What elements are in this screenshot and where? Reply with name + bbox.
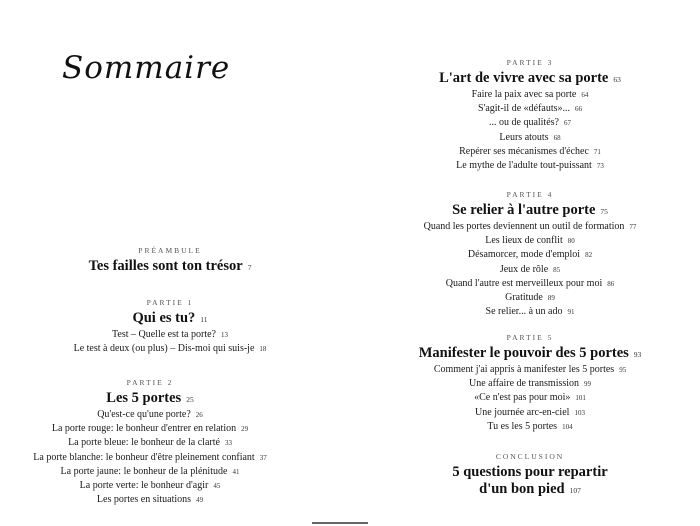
- toc-entry[interactable]: Gratitude 89: [505, 292, 555, 304]
- section-heading[interactable]: L'art de vivre avec sa porte 63: [439, 70, 621, 86]
- section-heading[interactable]: Qui es tu? 11: [132, 310, 208, 326]
- section-partie-3: [380, 58, 680, 173]
- toc-entry[interactable]: La porte jaune: le bonheur de la plénitude 41: [60, 465, 240, 477]
- toc-entry[interactable]: Le mythe de l'adulte tout-puissant 73: [456, 160, 604, 172]
- section-heading-line2[interactable]: d'un bon pied 107: [479, 481, 581, 497]
- section-conclusion: [380, 452, 680, 499]
- toc-entry[interactable]: Une affaire de transmission 99: [468, 378, 592, 390]
- section-label: CONCLUSION: [495, 452, 565, 461]
- toc-entry[interactable]: Se relier... à un ado 91: [485, 306, 575, 318]
- toc-entry[interactable]: Une journée arc-en-ciel 103: [475, 406, 585, 418]
- toc-entry[interactable]: Qu'est-ce qu'une porte? 26: [97, 409, 203, 420]
- toc-entry[interactable]: Tu es les 5 portes 104: [487, 420, 573, 432]
- section-label: PARTIE 2: [126, 378, 174, 387]
- section-heading[interactable]: 5 questions pour repartir: [452, 464, 608, 480]
- section-partie-1: [20, 298, 320, 356]
- section-heading[interactable]: Manifester le pouvoir des 5 portes 93: [418, 345, 642, 361]
- toc-entry[interactable]: La porte blanche: le bonheur d'être pleinement confiant 37: [33, 451, 267, 463]
- section-partie-5: [380, 333, 680, 434]
- toc-entry[interactable]: Leurs atouts 68: [499, 131, 561, 143]
- toc-entry[interactable]: ... ou de qualités? 67: [489, 117, 571, 129]
- toc-entry[interactable]: «Ce n'est pas pour moi» 101: [474, 392, 586, 404]
- section-label: PARTIE 3: [506, 58, 554, 67]
- toc-entry[interactable]: Repérer ses mécanismes d'échec 71: [459, 145, 601, 157]
- section-heading[interactable]: Les 5 portes 25: [106, 390, 194, 406]
- toc-entry[interactable]: Faire la paix avec sa porte 64: [471, 89, 589, 100]
- toc-entry[interactable]: Quand les portes deviennent un outil de formation 77: [423, 221, 637, 232]
- toc-entry[interactable]: La porte verte: le bonheur d'agir 45: [79, 480, 221, 492]
- section-label: PARTIE 1: [146, 298, 194, 307]
- toc-entry[interactable]: La porte bleue: le bonheur de la clarté 33: [68, 437, 232, 449]
- section-label: PARTIE 5: [506, 333, 554, 342]
- toc-entry[interactable]: La porte rouge: le bonheur d'entrer en relation 29: [51, 423, 249, 435]
- section-heading[interactable]: Se relier à l'autre porte 75: [452, 202, 608, 218]
- toc-entry[interactable]: S'agit-il de «défauts»... 66: [477, 103, 583, 115]
- toc-entry[interactable]: Quand l'autre est merveilleux pour moi 86: [445, 277, 615, 289]
- toc-entry[interactable]: Les portes en situations 49: [96, 494, 204, 506]
- section-partie-4: [380, 190, 680, 319]
- section-label: PRÉAMBULE: [138, 246, 202, 255]
- section-label: PARTIE 4: [506, 190, 554, 199]
- toc-entry[interactable]: Désamorcer, mode d'emploi 82: [467, 249, 593, 261]
- section-preambule: [20, 246, 320, 276]
- toc-entry[interactable]: Le test à deux (ou plus) – Dis-moi qui suis-je 18: [73, 343, 267, 355]
- toc-entry[interactable]: Jeux de rôle 85: [499, 263, 561, 275]
- toc-entry[interactable]: Les lieux de conflit 80: [485, 235, 575, 247]
- toc-entry[interactable]: Comment j'ai appris à manifester les 5 portes 95: [433, 364, 627, 375]
- section-heading[interactable]: Tes failles sont ton trésor 7: [88, 258, 252, 274]
- page-title: Sommaire: [62, 50, 231, 86]
- toc-entry[interactable]: Test – Quelle est ta porte? 13: [112, 329, 228, 340]
- page-divider: [312, 522, 368, 524]
- section-partie-2: [0, 378, 300, 507]
